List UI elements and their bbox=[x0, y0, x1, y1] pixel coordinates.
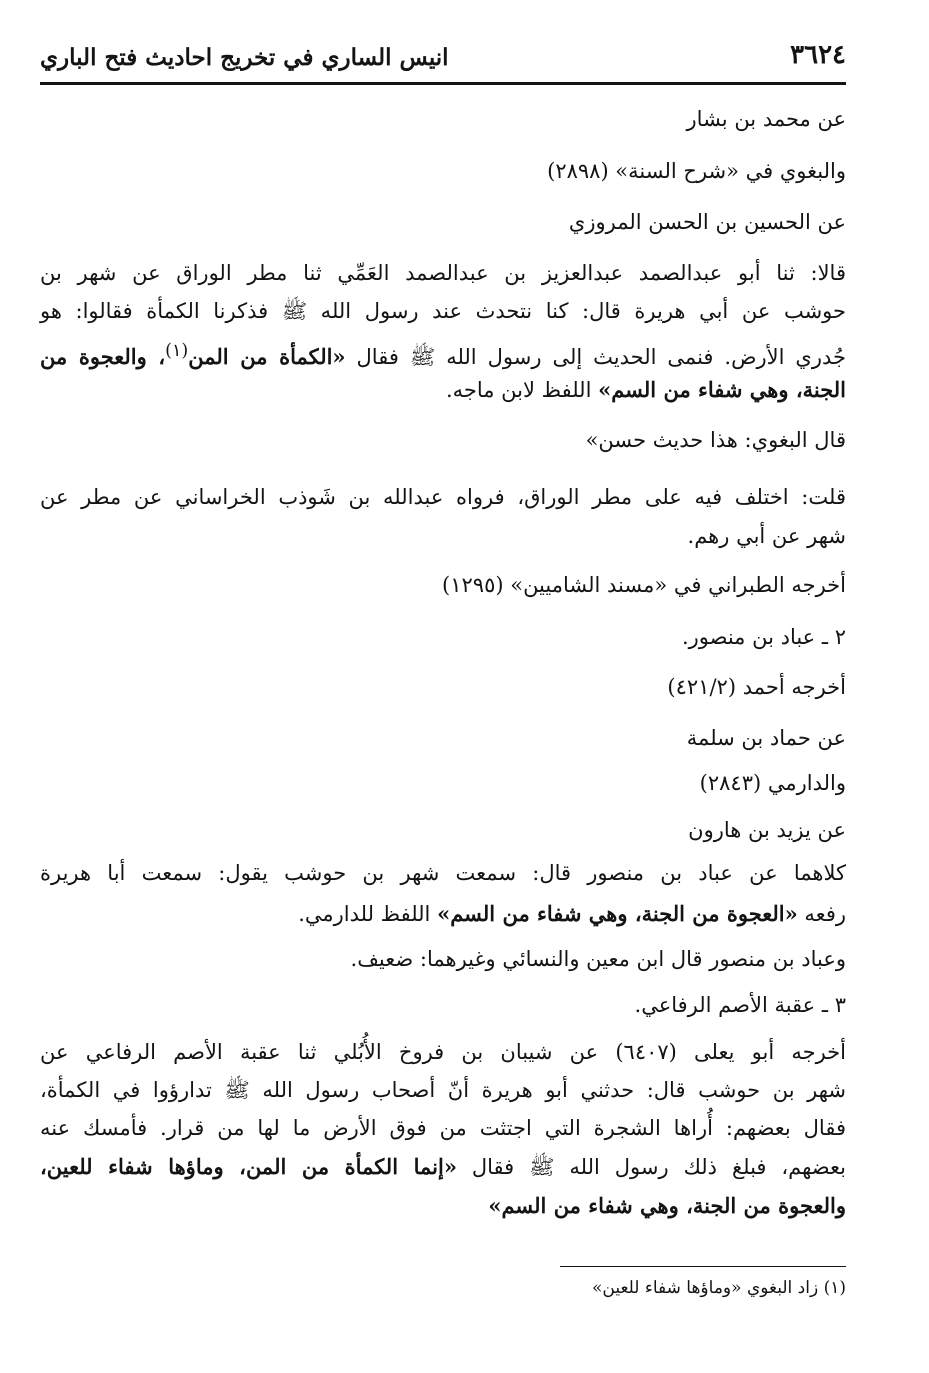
text-line: كلاهما عن عباد بن منصور قال: سمعت شهر بن حوشب يقول: سمعت أبا هريرة bbox=[40, 861, 846, 885]
text-segment: رفعه bbox=[797, 902, 846, 926]
text-segment: جُدري الأرض. فنمى الحديث إلى رسول الله ﷺ فقال bbox=[345, 345, 847, 369]
text-line: فقال بعضهم: أُراها الشجرة التي اجتثت من فوق الأرض ما لها من قرار. فأمسك عنه bbox=[40, 1116, 846, 1140]
text-line: قال البغوي: هذا حديث حسن» bbox=[585, 428, 846, 452]
text-line: عن حماد بن سلمة bbox=[686, 726, 846, 750]
running-title: انيس الساري في تخريج احاديث فتح الباري bbox=[40, 44, 449, 71]
quote-segment: والعجوة من الجنة، وهي شفاء من السم» bbox=[488, 1193, 846, 1218]
footnote: (١) زاد البغوي «وماؤها شفاء للعين» bbox=[591, 1278, 846, 1298]
text-line: شهر عن أبي رهم. bbox=[687, 524, 846, 548]
text-line bbox=[40, 1152, 846, 1182]
section-heading: ٢ ـ عباد بن منصور. bbox=[681, 625, 846, 649]
text-line: عن الحسين بن الحسن المروزي bbox=[568, 210, 846, 234]
text-line bbox=[446, 375, 846, 405]
text-line: قالا: ثنا أبو عبدالصمد عبدالعزيز بن عبدالصمد العَمِّي ثنا مطر الوراق عن شهر بن bbox=[40, 261, 846, 285]
quote-segment: ، والعجوة من bbox=[40, 344, 166, 369]
text-line bbox=[298, 899, 846, 929]
footnote-rule bbox=[560, 1266, 846, 1267]
text-line: والبغوي في «شرح السنة» (٢٨٩٨) bbox=[547, 159, 846, 183]
page-number: ٣٦٢٤ bbox=[790, 40, 846, 70]
text-line bbox=[488, 1191, 846, 1221]
text-line: قلت: اختلف فيه على مطر الوراق، فرواه عبدالله بن شَوذب الخراساني عن مطر عن bbox=[40, 485, 846, 509]
text-line: والدارمي (٢٨٤٣) bbox=[699, 771, 846, 795]
text-line: أخرجه أبو يعلى (٦٤٠٧) عن شيبان بن فروخ الأُبُلي ثنا عقبة الأصم الرفاعي عن bbox=[40, 1040, 846, 1064]
page-header bbox=[40, 38, 846, 82]
quote-segment: الجنة، وهي شفاء من السم» bbox=[598, 377, 846, 402]
text-line: عن محمد بن بشار bbox=[686, 107, 846, 131]
quote-segment: «إنما الكمأة من المن، وماؤها شفاء للعين، bbox=[40, 1154, 457, 1179]
quote-segment: «العجوة من الجنة، وهي شفاء من السم» bbox=[437, 901, 798, 926]
text-line: شهر بن حوشب قال: حدثني أبو هريرة أنّ أصحاب رسول الله ﷺ تدارؤوا في الكمأة، bbox=[40, 1078, 846, 1102]
quote-segment: «الكمأة من المن bbox=[188, 344, 346, 369]
text-segment: اللفظ للدارمي. bbox=[298, 902, 438, 926]
footnote-ref: (١) bbox=[165, 341, 189, 361]
section-heading: ٣ ـ عقبة الأصم الرفاعي. bbox=[634, 993, 846, 1017]
text-line bbox=[40, 336, 846, 372]
text-line: وعباد بن منصور قال ابن معين والنسائي وغيرهما: ضعيف. bbox=[350, 947, 846, 971]
text-line: حوشب عن أبي هريرة قال: كنا نتحدث عند رسول الله ﷺ فذكرنا الكمأة فقالوا: هو bbox=[40, 299, 846, 323]
text-line: أخرجه أحمد (٤٢١/٢) bbox=[667, 675, 846, 699]
text-line: أخرجه الطبراني في «مسند الشاميين» (١٢٩٥) bbox=[442, 573, 846, 597]
text-line: عن يزيد بن هارون bbox=[688, 818, 846, 842]
text-segment: اللفظ لابن ماجه. bbox=[445, 378, 599, 402]
header-rule bbox=[40, 82, 846, 85]
text-segment: بعضهم، فبلغ ذلك رسول الله ﷺ فقال bbox=[456, 1155, 846, 1179]
